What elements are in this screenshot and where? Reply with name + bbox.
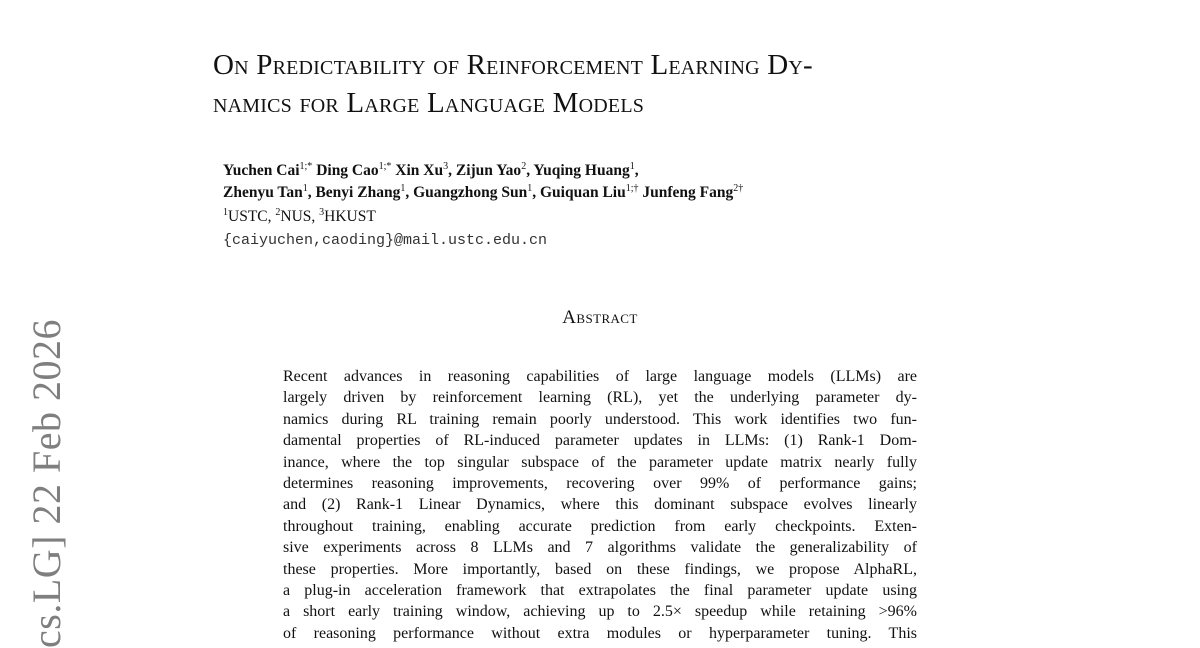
abstract-line: a short early training window, achieving up to 2.5× speedup while retaining >96% bbox=[283, 603, 917, 621]
author-marker: 1;* bbox=[299, 161, 313, 172]
contact-email: {caiyuchen,caoding}@mail.ustc.edu.cn bbox=[223, 232, 548, 249]
affiliation-marker: 1 bbox=[223, 207, 228, 218]
author-name: Yuchen Cai bbox=[223, 162, 300, 179]
author-name: Junfeng Fang bbox=[638, 184, 734, 201]
abstract-text bbox=[283, 366, 917, 644]
abstract-line: these properties. More importantly, based on these findings, we propose AlphaRL, bbox=[283, 560, 917, 578]
author-marker: 1 bbox=[400, 183, 406, 194]
author-name: Zhenyu Tan bbox=[223, 184, 303, 201]
affiliations bbox=[223, 206, 376, 228]
author-marker: 2† bbox=[733, 183, 744, 194]
affiliation-name: HKUST bbox=[324, 208, 376, 225]
affiliation-marker: 2 bbox=[275, 207, 281, 218]
abstract-line: inance, where the top singular subspace of the parameter update matrix nearly fully bbox=[283, 453, 917, 471]
author-list bbox=[223, 160, 983, 204]
paper-title-line: namics for Large Language Models bbox=[213, 87, 645, 119]
abstract-line: namics during RL training remain poorly understood. This work identifies two fun- bbox=[283, 410, 917, 428]
author-marker: 1;† bbox=[625, 183, 639, 194]
paper-title-line: On Predictability of Reinforcement Learning Dy- bbox=[213, 49, 813, 81]
author-marker: 2 bbox=[521, 161, 527, 172]
author-separator: , bbox=[634, 162, 639, 179]
abstract-line: and (2) Rank-1 Linear Dynamics, where this dominant subspace evolves linearly bbox=[283, 496, 917, 514]
abstract-line: damental properties of RL-induced parameter updates in LLMs: (1) Rank-1 Dom- bbox=[283, 432, 917, 450]
arxiv-identifier-stamp: cs.LG] 22 Feb 2026 bbox=[24, 319, 69, 648]
abstract-line: largely driven by reinforcement learning (RL), yet the underlying parameter dy- bbox=[283, 389, 917, 407]
author-name: , Yuqing Huang bbox=[526, 162, 630, 179]
author-name: , Zijun Yao bbox=[448, 162, 522, 179]
affiliation-name: USTC, bbox=[228, 208, 276, 225]
author-name: , Guiquan Liu bbox=[532, 184, 626, 201]
author-line bbox=[223, 182, 983, 204]
author-marker: 1;* bbox=[378, 161, 392, 172]
author-name: Xin Xu bbox=[391, 162, 444, 179]
author-name: , Benyi Zhang bbox=[307, 184, 401, 201]
abstract-line: determines reasoning improvements, recovering over 99% of performance gains; bbox=[283, 474, 917, 492]
author-marker: 1 bbox=[527, 183, 533, 194]
author-line bbox=[223, 160, 983, 182]
author-marker: 1 bbox=[629, 161, 635, 172]
affiliation-marker: 3 bbox=[319, 207, 325, 218]
author-marker: 3 bbox=[443, 161, 449, 172]
abstract-line: of reasoning performance without extra modules or hyperparameter tuning. This bbox=[283, 624, 917, 642]
abstract-line: throughout training, enabling accurate prediction from early checkpoints. Exten- bbox=[283, 517, 917, 535]
author-name: Ding Cao bbox=[312, 162, 379, 179]
affiliation-name: NUS, bbox=[280, 208, 320, 225]
paper-title bbox=[213, 46, 1013, 122]
abstract-line: sive experiments across 8 LLMs and 7 algorithms validate the generalizability of bbox=[283, 539, 917, 557]
author-marker: 1 bbox=[302, 183, 308, 194]
author-name: , Guangzhong Sun bbox=[405, 184, 528, 201]
abstract-line: Recent advances in reasoning capabilities of large language models (LLMs) are bbox=[283, 368, 917, 385]
abstract-heading: Abstract bbox=[562, 307, 638, 328]
abstract-line: a plug-in acceleration framework that extrapolates the final parameter update using bbox=[283, 581, 917, 599]
